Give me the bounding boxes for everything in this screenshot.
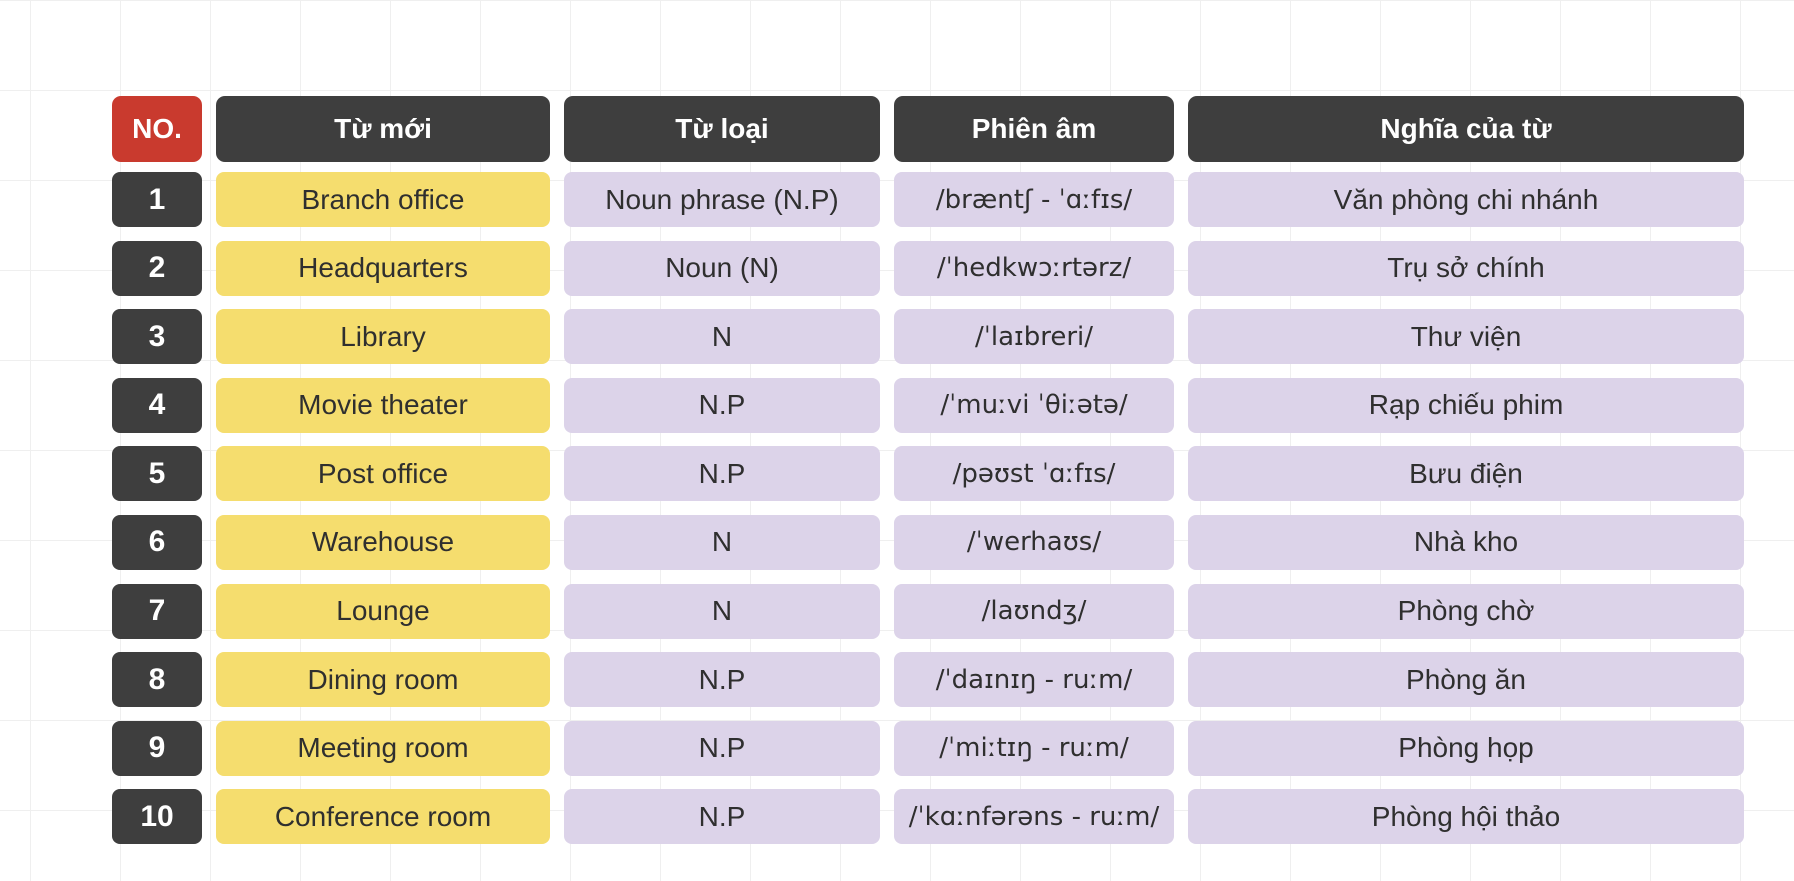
row-meaning: Phòng họp — [1188, 721, 1744, 776]
table-row — [112, 241, 1748, 296]
row-word: Library — [216, 309, 550, 364]
table-row — [112, 515, 1748, 570]
row-pronunciation: /ˈwerhaʊs/ — [894, 515, 1174, 570]
row-number: 7 — [112, 584, 202, 639]
row-pronunciation: /ˈdaɪnɪŋ - ruːm/ — [894, 652, 1174, 707]
row-meaning: Phòng ăn — [1188, 652, 1744, 707]
row-type: N.P — [564, 652, 880, 707]
row-number: 4 — [112, 378, 202, 433]
table-row — [112, 789, 1748, 844]
row-type: N — [564, 309, 880, 364]
row-type: N.P — [564, 721, 880, 776]
row-meaning: Thư viện — [1188, 309, 1744, 364]
row-number: 1 — [112, 172, 202, 227]
row-meaning: Rạp chiếu phim — [1188, 378, 1744, 433]
row-word: Conference room — [216, 789, 550, 844]
row-meaning: Văn phòng chi nhánh — [1188, 172, 1744, 227]
row-pronunciation: /bræntʃ - ˈɑːfɪs/ — [894, 172, 1174, 227]
row-number: 2 — [112, 241, 202, 296]
row-meaning: Phòng hội thảo — [1188, 789, 1744, 844]
vocabulary-table — [112, 96, 1748, 858]
row-meaning: Bưu điện — [1188, 446, 1744, 501]
row-word: Dining room — [216, 652, 550, 707]
row-word: Movie theater — [216, 378, 550, 433]
row-number: 3 — [112, 309, 202, 364]
row-pronunciation: /pəʊst ˈɑːfɪs/ — [894, 446, 1174, 501]
header-pronunciation: Phiên âm — [894, 96, 1174, 162]
header-type: Từ loại — [564, 96, 880, 162]
table-header-row — [112, 96, 1748, 162]
table-row — [112, 721, 1748, 776]
row-meaning: Trụ sở chính — [1188, 241, 1744, 296]
row-type: N.P — [564, 446, 880, 501]
row-pronunciation: /ˈlaɪbreri/ — [894, 309, 1174, 364]
header-word: Từ mới — [216, 96, 550, 162]
table-row — [112, 309, 1748, 364]
row-word: Meeting room — [216, 721, 550, 776]
row-number: 9 — [112, 721, 202, 776]
row-word: Branch office — [216, 172, 550, 227]
row-number: 6 — [112, 515, 202, 570]
header-no: NO. — [112, 96, 202, 162]
table-row — [112, 652, 1748, 707]
row-number: 10 — [112, 789, 202, 844]
table-row — [112, 172, 1748, 227]
row-word: Warehouse — [216, 515, 550, 570]
row-pronunciation: /ˈhedkwɔːrtərz/ — [894, 241, 1174, 296]
row-pronunciation: /ˈkɑːnfərəns - ruːm/ — [894, 789, 1174, 844]
row-type: Noun phrase (N.P) — [564, 172, 880, 227]
row-type: N — [564, 584, 880, 639]
row-number: 8 — [112, 652, 202, 707]
table-row — [112, 584, 1748, 639]
row-type: N.P — [564, 789, 880, 844]
row-meaning: Phòng chờ — [1188, 584, 1744, 639]
row-word: Lounge — [216, 584, 550, 639]
header-meaning: Nghĩa của từ — [1188, 96, 1744, 162]
row-type: N.P — [564, 378, 880, 433]
row-word: Post office — [216, 446, 550, 501]
row-type: N — [564, 515, 880, 570]
row-pronunciation: /laʊndʒ/ — [894, 584, 1174, 639]
row-pronunciation: /ˈmuːvi ˈθiːətə/ — [894, 378, 1174, 433]
row-word: Headquarters — [216, 241, 550, 296]
row-pronunciation: /ˈmiːtɪŋ - ruːm/ — [894, 721, 1174, 776]
row-number: 5 — [112, 446, 202, 501]
table-row — [112, 446, 1748, 501]
row-meaning: Nhà kho — [1188, 515, 1744, 570]
table-row — [112, 378, 1748, 433]
table-body — [112, 172, 1748, 844]
row-type: Noun (N) — [564, 241, 880, 296]
